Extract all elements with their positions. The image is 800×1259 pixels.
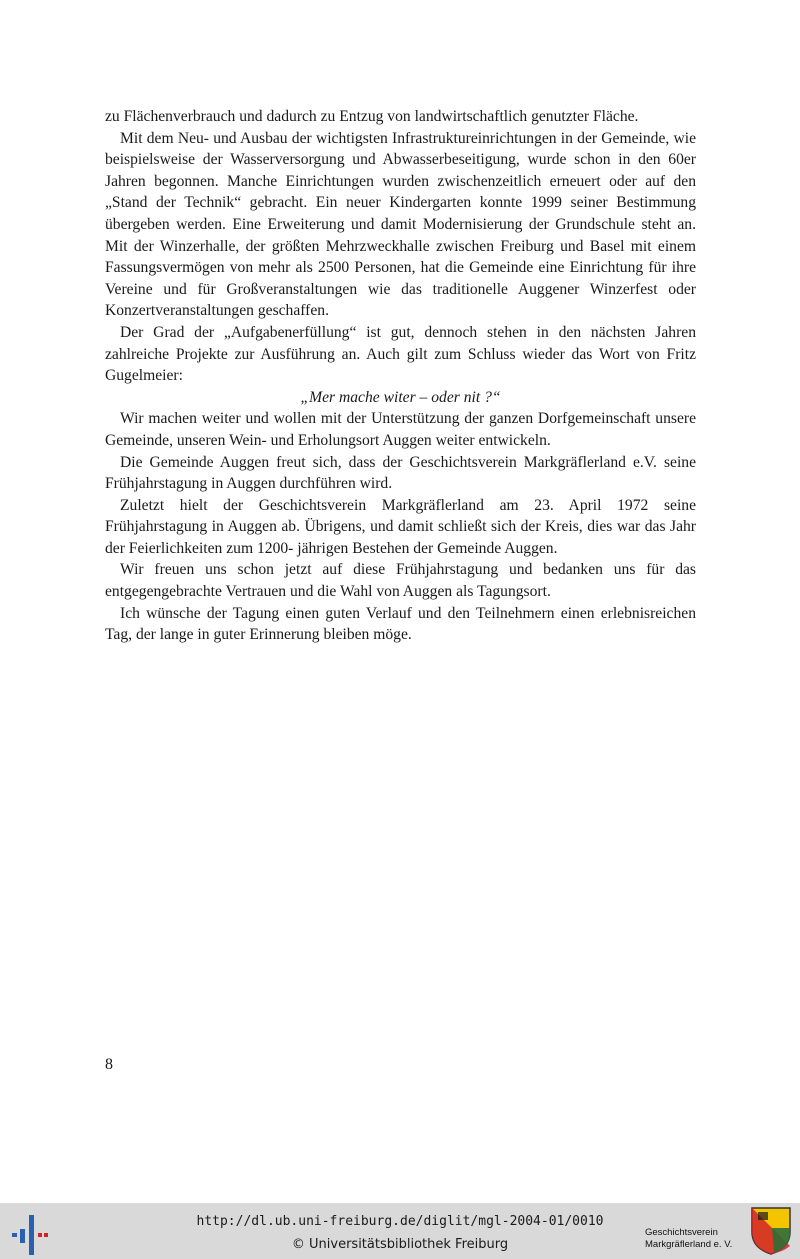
footer-copyright: © Universitätsbibliothek Freiburg: [291, 1237, 509, 1252]
paragraph: Wir machen weiter und wollen mit der Unterstützung der ganzen Dorfgemeinschaft unsere Gemeinde, unseren Wein- und Erholungsort Auggen weiter entwickeln.: [105, 410, 696, 449]
paragraph: Die Gemeinde Auggen freut sich, dass der Geschichtsverein Markgräflerland e.V. seine Frühjahrstagung in Auggen durchführen wird.: [105, 453, 696, 493]
paragraph: Mit dem Neu- und Ausbau der wichtigsten Infrastruktureinrichtungen in der Gemeinde, wie beispielsweise der Wasserversorgung und Abwasserbeseitigung, wurde schon in den 60er Jahren begonnen. Manche Einrichtungen wurden zwischenzeitlich erneuert oder auf den „Stand der Technik“ gebracht. Ein neuer Kindergarten konnte 1999 seiner Bestimmung übergeben werden. Eine Erweiterung und damit Modernisierung der Grundschule steht an. Mit der Winzerhalle, der größten Mehrzweckhalle zwischen Freiburg und Basel mit einem Fassungsvermögen von mehr als 2500 Personen, hat die Gemeinde eine Einrichtung für ihre Vereine und für Großveranstaltungen wie das traditionelle Auggener Winzerfest oder Konzertveranstaltungen geschaffen.: [105, 129, 696, 320]
paragraph: Ich wünsche der Tagung einen guten Verlauf und den Teilnehmern einen erlebnisreichen Tag, der lange in guter Erinnerung bleiben möge.: [105, 604, 696, 644]
footer-url-link[interactable]: http://dl.ub.uni-freiburg.de/diglit/mgl-2004-01/0010: [196, 1214, 604, 1229]
society-name-line2: Markgräflerland e. V.: [645, 1239, 733, 1250]
paragraph: Der Grad der „Aufgabenerfüllung“ ist gut, dennoch stehen in den nächsten Jahren zahlreiche Projekte zur Ausführung an. Auch gilt zum Schluss wieder das Wort von Fritz Gugelmeier:: [105, 323, 696, 385]
page-number: 8: [105, 1056, 113, 1073]
paragraph: Zuletzt hielt der Geschichtsverein Markgräflerland am 23. April 1972 seine Frühjahrstagung in Auggen ab. Übrigens, und damit schließt sich der Kreis, dies war das Jahr der Feierlichkeiten zum 1200- jährigen Bestehen der Gemeinde Auggen.: [105, 496, 696, 557]
society-crest-icon: [750, 1206, 792, 1256]
footer-bar: [0, 1203, 800, 1259]
ub-freiburg-logo-icon: [10, 1211, 50, 1255]
society-name-line1: Geschichtsverein: [645, 1227, 718, 1238]
paragraph: zu Flächenverbrauch und dadurch zu Entzug von landwirtschaftlich genutzter Fläche.: [105, 108, 639, 125]
society-name: [645, 1227, 760, 1251]
paragraph: Wir freuen uns schon jetzt auf diese Frühjahrstagung und bedanken uns für das entgegengebrachte Vertrauen und die Wahl von Auggen als Tagungsort.: [105, 561, 696, 601]
quote-line: „Mer mache witer – oder nit ?“: [300, 388, 501, 406]
document-body: [105, 106, 696, 646]
